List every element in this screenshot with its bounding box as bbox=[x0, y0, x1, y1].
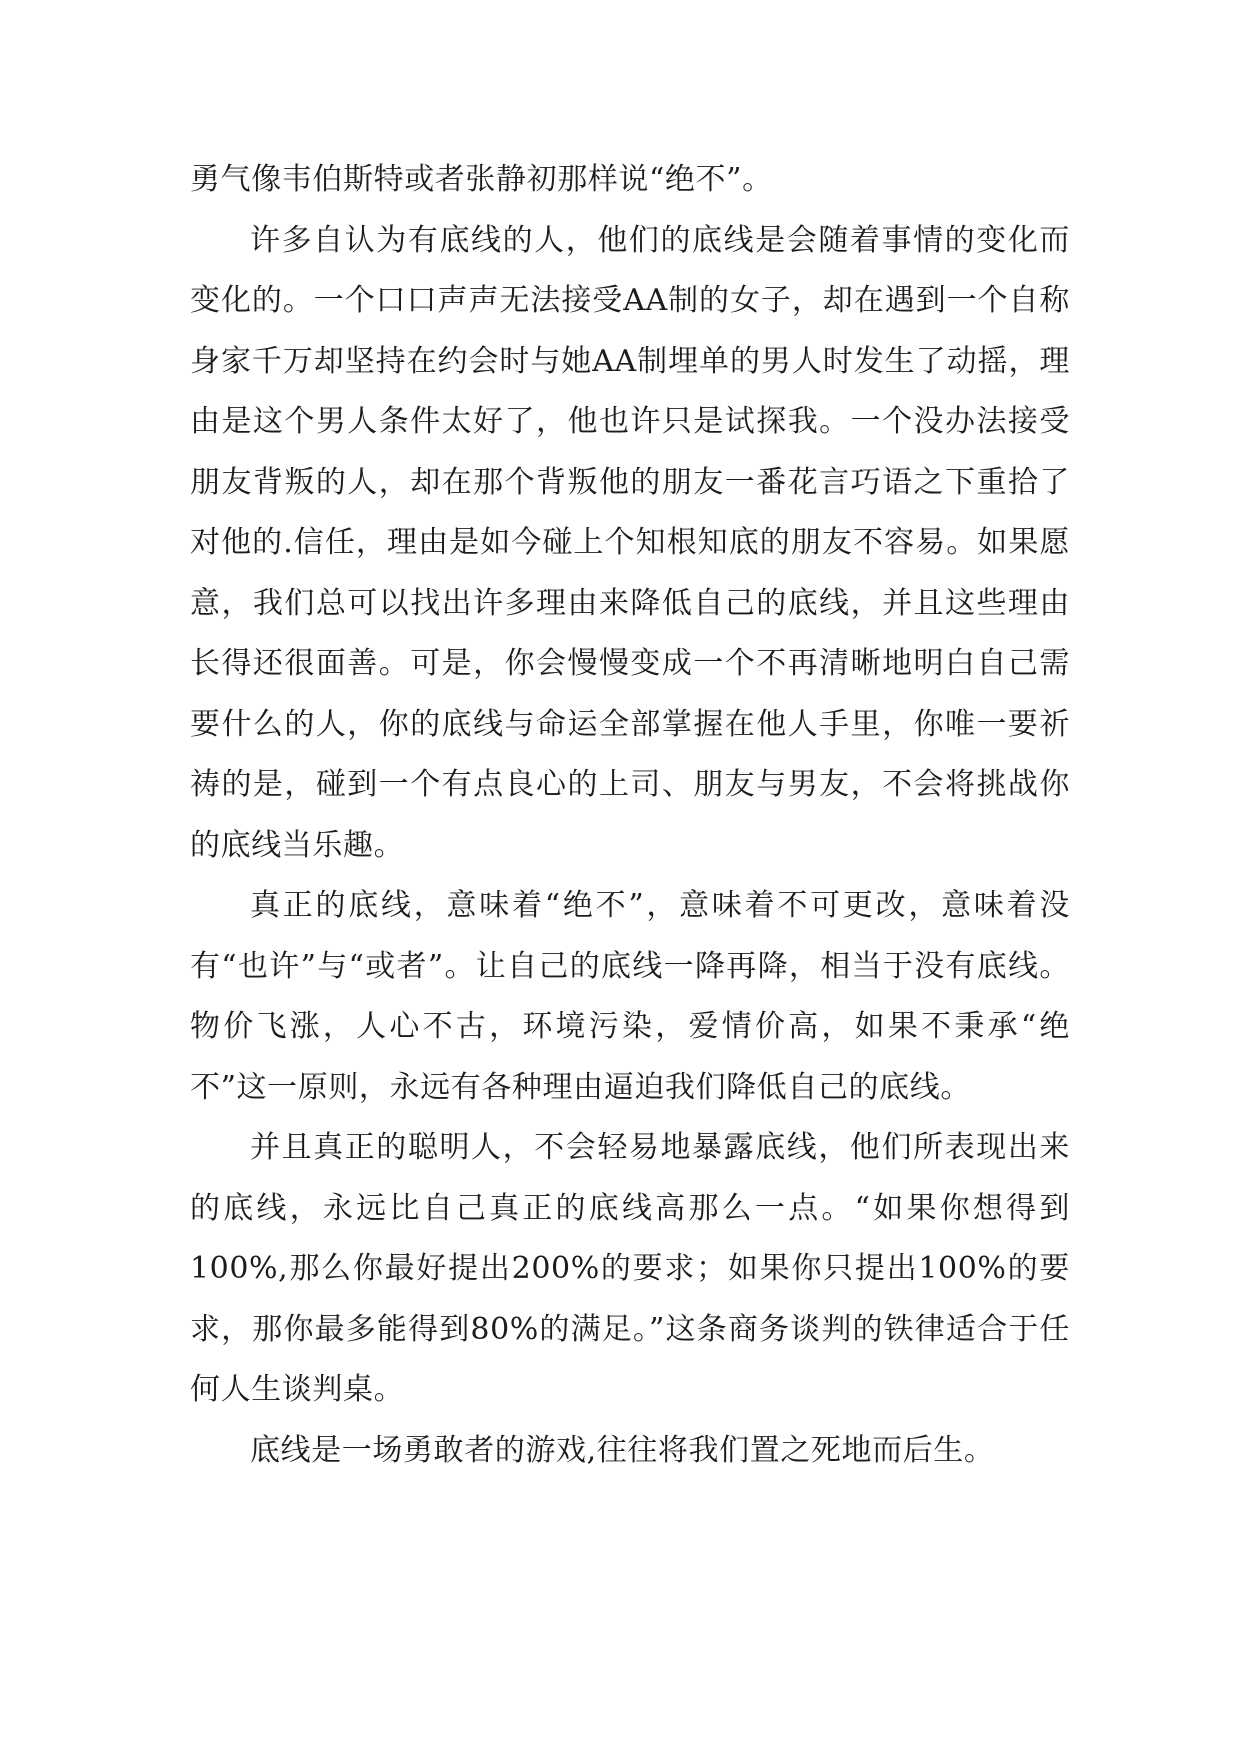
paragraph-negotiation: 并且真正的聪明人，不会轻易地暴露底线，他们所表现出来的底线，永远比自己真正的底线高那么一点。“如果你想得到100%,那么你最好提出200%的要求；如果你只提出100%的要求，那你最多能得到80%的满足。”这条商务谈判的铁律适合于任何人生谈判桌。 bbox=[190, 1130, 1070, 1407]
paragraph-continuation: 勇气像韦伯斯特或者张静初那样说“绝不”。 bbox=[190, 162, 773, 197]
paragraph-conclusion: 底线是一场勇敢者的游戏,往往将我们置之死地而后生。 bbox=[250, 1432, 995, 1468]
document-page bbox=[190, 150, 1070, 1481]
paragraph-true-bottom-line: 真正的底线，意味着“绝不”，意味着不可更改，意味着没有“也许”与“或者”。让自己的底线一降再降，相当于没有底线。物价飞涨，人心不古，环境污染，爱情价高，如果不秉承“绝不”这一原则，永远有各种理由逼迫我们降低自己的底线。 bbox=[190, 888, 1070, 1105]
paragraph-flexible-bottom-line: 许多自认为有底线的人，他们的底线是会随着事情的变化而变化的。一个口口声声无法接受AA制的女子，却在遇到一个自称身家千万却坚持在约会时与她AA制埋单的男人时发生了动摇，理由是这个男人条件太好了，他也许只是试探我。一个没办法接受朋友背叛的人，却在那个背叛他的朋友一番花言巧语之下重拾了对他的.信任，理由是如今碰上个知根知底的朋友不容易。如果愿意，我们总可以找出许多理由来降低自己的底线，并且这些理由长得还很面善。可是，你会慢慢变成一个不再清晰地明白自己需要什么的人，你的底线与命运全部掌握在他人手里，你唯一要祈祷的是，碰到一个有点良心的上司、朋友与男友，不会将挑战你的底线当乐趣。 bbox=[190, 222, 1070, 863]
